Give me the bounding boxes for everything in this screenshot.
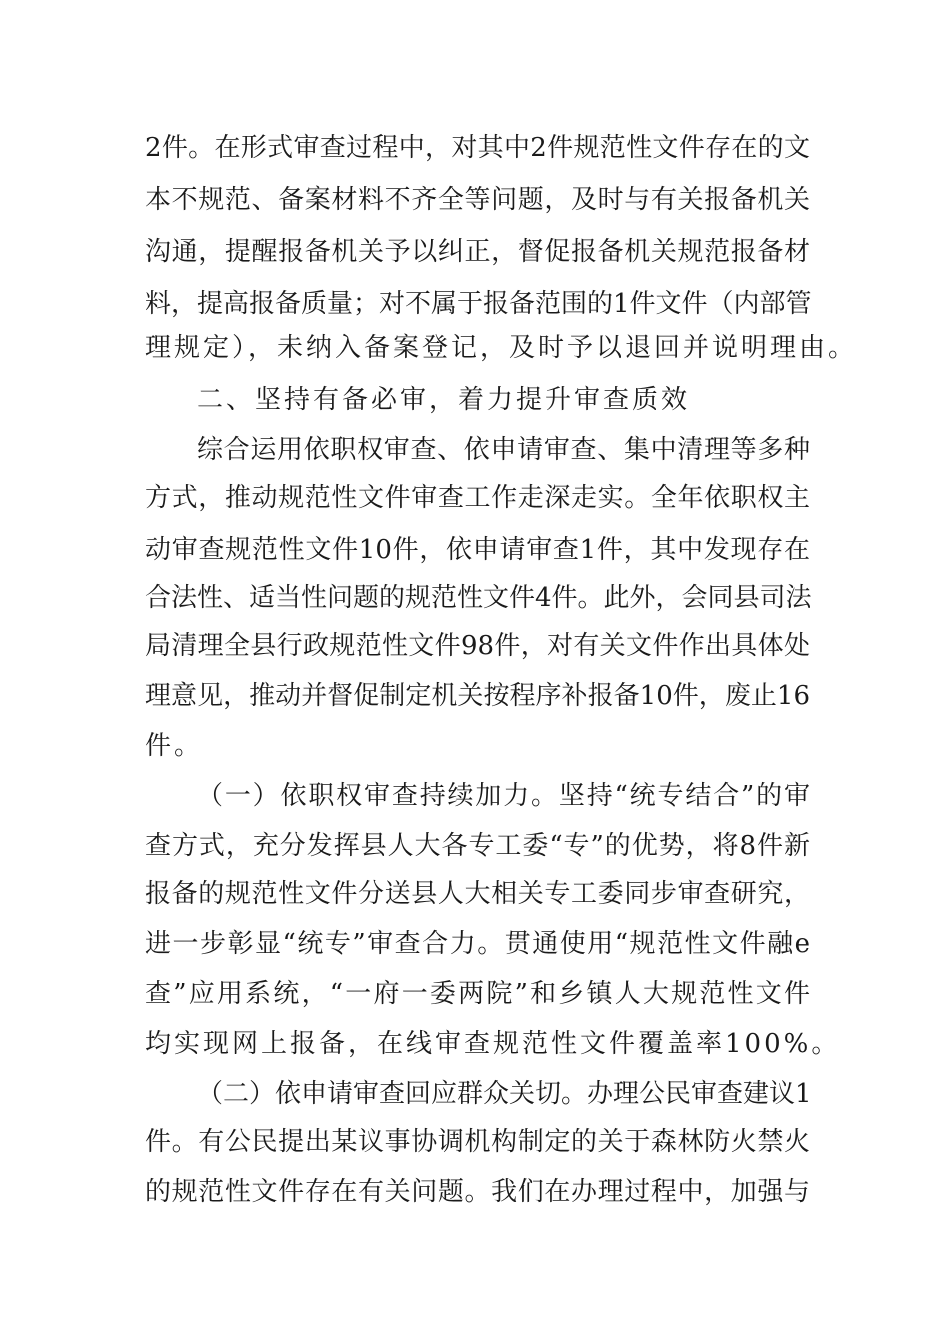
paragraph-line: 查”应用系统，“一府一委两院”和乡镇人大规范性文件 <box>145 979 810 1009</box>
paragraph-line: 理规定），未纳入备案登记，及时予以退回并说明理由。 <box>145 333 858 363</box>
paragraph-line: 综合运用依职权审查、依申请审查、集中清理等多种 <box>197 435 810 465</box>
paragraph-line: 进一步彰显“统专”审查合力。贯通使用“规范性文件融e <box>145 929 810 959</box>
paragraph-line: 件。有公民提出某议事协调机构制定的关于森林防火禁火 <box>145 1127 810 1157</box>
paragraph-line: 沟通，提醒报备机关予以纠正，督促报备机关规范报备材 <box>145 237 810 267</box>
paragraph-line: 料，提高报备质量；对不属于报备范围的1件文件（内部管 <box>145 289 812 319</box>
paragraph-line: 动审查规范性文件10件，依申请审查1件，其中发现存在 <box>145 535 810 565</box>
paragraph-line: 合法性、适当性问题的规范性文件4件。此外，会同县司法 <box>145 583 812 613</box>
paragraph-line: 件。 <box>145 731 204 761</box>
paragraph-line: 查方式，充分发挥县人大各专工委“专”的优势，将8件新 <box>145 831 810 861</box>
paragraph-line: 报备的规范性文件分送县人大相关专工委同步审查研究， <box>145 879 810 909</box>
paragraph-line: 均实现网上报备，在线审查规范性文件覆盖率100%。 <box>145 1029 841 1059</box>
subsection-line: （二）依申请审查回应群众关切。办理公民审查建议1 <box>197 1079 812 1109</box>
section-heading: 二、坚持有备必审，着力提升审查质效 <box>197 385 691 415</box>
paragraph-line: 理意见，推动并督促制定机关按程序补报备10件，废止16 <box>145 681 810 711</box>
paragraph-line: 方式，推动规范性文件审查工作走深走实。全年依职权主 <box>145 483 810 513</box>
subsection-line: （一）依职权审查持续加力。坚持“统专结合”的审 <box>197 781 810 811</box>
paragraph-line: 的规范性文件存在有关问题。我们在办理过程中，加强与 <box>145 1177 810 1207</box>
paragraph-line: 2件。在形式审查过程中，对其中2件规范性文件存在的文 <box>145 133 810 163</box>
paragraph-line: 局清理全县行政规范性文件98件，对有关文件作出具体处 <box>145 631 810 661</box>
paragraph-line: 本不规范、备案材料不齐全等问题，及时与有关报备机关 <box>145 185 810 215</box>
